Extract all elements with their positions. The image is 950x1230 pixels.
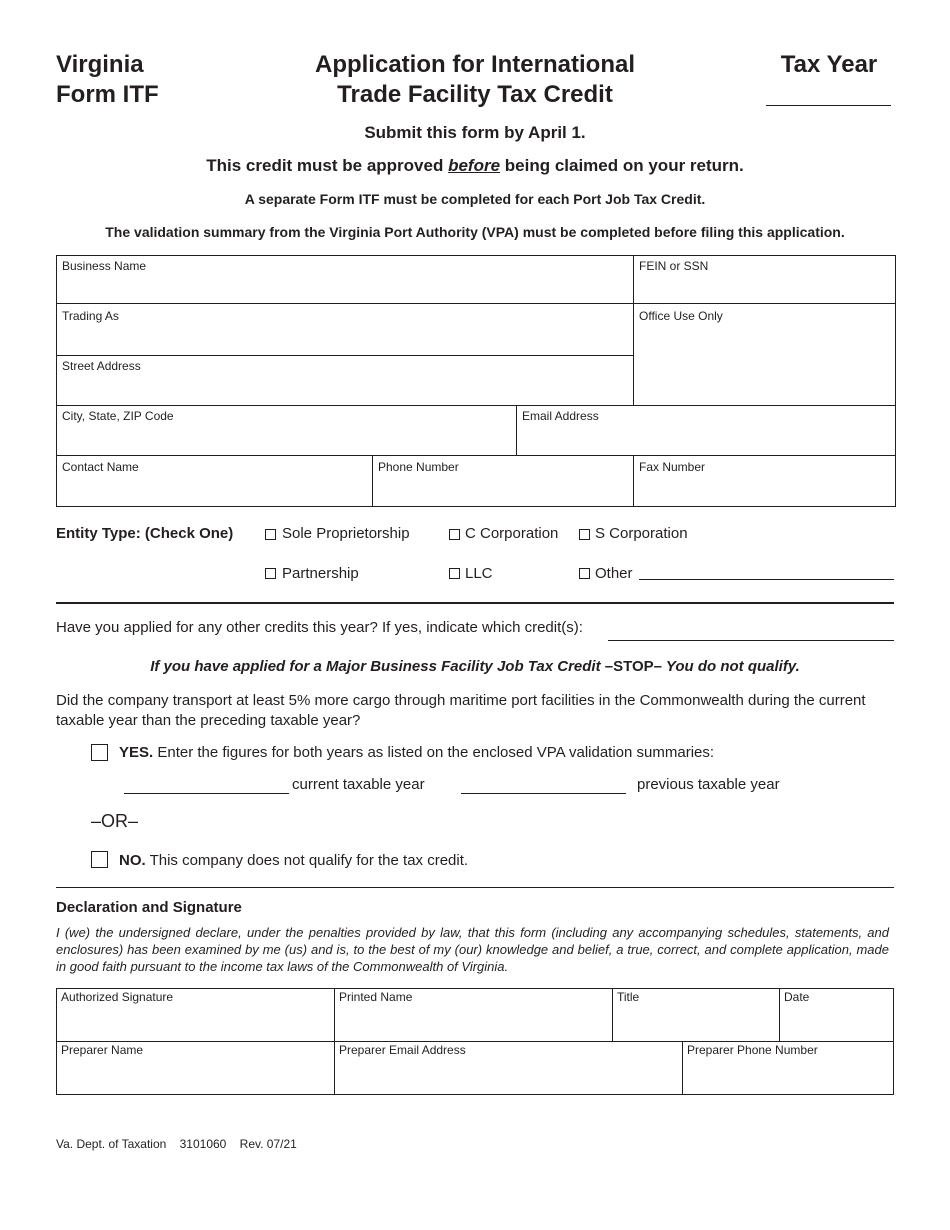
previous-year-label: previous taxable year [637,776,780,793]
contact-name-field[interactable] [56,456,372,506]
other-credits-input[interactable] [610,622,896,641]
c-corporation-label: C Corporation [465,525,559,542]
cargo-question: Did the company transport at least 5% more cargo through maritime port facilities in the Commonwealth during the current taxable year than the preceding taxable year? [56,692,866,729]
sole-proprietorship-checkbox[interactable] [265,529,276,540]
authorized-signature-label: Authorized Signature [61,990,174,1004]
other-checkbox[interactable] [579,568,590,579]
other-credits-question: Have you applied for any other credits this year? If yes, indicate which credit(s): [56,619,583,636]
yes-bold: YES. [119,744,154,761]
title-label: Title [617,990,640,1004]
approval-text-pre: This credit must be approved [206,156,449,175]
tax-year-input[interactable] [768,84,892,106]
yes-statement [119,744,714,761]
preparer-name-field[interactable] [56,1042,334,1095]
fein-label: FEIN or SSN [639,259,709,273]
approval-emphasis: before [448,156,501,175]
preparer-phone-label: Preparer Phone Number [687,1043,818,1057]
previous-year-input[interactable] [463,775,627,794]
fax-number-label: Fax Number [639,460,706,474]
declaration-divider [56,887,894,888]
phone-number-field[interactable] [372,456,633,506]
section-divider [56,602,894,604]
no-text: This company does not qualify for the tax credit. [145,852,469,869]
office-use-label: Office Use Only [639,309,723,323]
contact-name-label: Contact Name [62,460,139,474]
entity-type-label: Entity Type: (Check One) [56,525,234,542]
llc-label: LLC [465,565,493,582]
date-label: Date [784,990,810,1004]
yes-checkbox[interactable] [91,744,108,761]
office-use-field [633,305,896,405]
form-title-line2: Trade Facility Tax Credit [337,81,613,108]
date-field[interactable] [779,988,894,1041]
preparer-name-label: Preparer Name [61,1043,144,1057]
phone-number-label: Phone Number [378,460,459,474]
approval-text-post: being claimed on your return. [500,156,744,175]
stop-notice-stop: –STOP– [604,658,663,675]
other-label: Other [595,565,633,582]
stop-notice-part3: You do not qualify. [662,658,800,675]
preparer-email-label: Preparer Email Address [339,1043,466,1057]
sole-proprietorship-label: Sole Proprietorship [282,525,410,542]
authorized-signature-field[interactable] [56,988,334,1041]
printed-name-field[interactable] [334,988,612,1041]
form-state: Virginia [56,51,144,78]
or-separator: –OR– [91,811,139,831]
fein-field[interactable] [633,255,896,303]
street-address-field[interactable] [56,355,633,405]
yes-text: Enter the figures for both years as listed on the enclosed VPA validation summaries: [153,744,715,761]
declaration-text: I (we) the undersigned declare, under the penalties provided by law, that this form (including any accompanying schedules, statements, and enclosures) has been examined by me (us) and is, to the best of my (our) knowledge and belief, a true, correct, and complete application, made in good faith pursuant to the income tax laws of the Commonwealth of Virginia. [56,925,889,974]
stop-notice-part1: If you have applied for a Major Business Facility Job Tax Credit [150,658,605,675]
fax-number-field[interactable] [633,456,896,506]
no-bold: NO. [119,852,146,869]
declaration-heading: Declaration and Signature [56,899,242,916]
email-address-label: Email Address [522,409,599,423]
approval-notice [0,156,950,176]
street-address-label: Street Address [62,359,141,373]
partnership-checkbox[interactable] [265,568,276,579]
submit-deadline: Submit this form by April 1. [364,123,586,142]
current-year-label: current taxable year [292,776,425,793]
city-state-zip-label: City, State, ZIP Code [62,409,174,423]
separate-form-notice: A separate Form ITF must be completed for each Port Job Tax Credit. [244,191,706,207]
form-number: Form ITF [56,81,159,108]
email-address-field[interactable] [516,405,896,455]
no-checkbox[interactable] [91,851,108,868]
grid-line [56,303,896,304]
footer-text: Va. Dept. of Taxation 3101060 Rev. 07/21 [56,1137,297,1151]
preparer-email-field[interactable] [334,1042,682,1095]
tax-year-label: Tax Year [780,51,878,78]
business-name-field[interactable] [56,255,633,303]
s-corporation-checkbox[interactable] [579,529,590,540]
no-statement [119,852,468,869]
partnership-label: Partnership [282,565,359,582]
llc-checkbox[interactable] [449,568,460,579]
form-title-line1: Application for International [314,51,635,78]
trading-as-field[interactable] [56,305,633,355]
stop-notice [0,658,950,675]
c-corporation-checkbox[interactable] [449,529,460,540]
title-field[interactable] [612,988,779,1041]
current-year-input[interactable] [126,775,290,794]
trading-as-label: Trading As [62,309,119,323]
other-specify-input[interactable] [641,562,895,580]
preparer-phone-field[interactable] [682,1042,894,1095]
printed-name-label: Printed Name [339,990,413,1004]
validation-notice: The validation summary from the Virginia Port Authority (VPA) must be completed before filing this application. [105,224,845,240]
s-corporation-label: S Corporation [595,525,688,542]
business-name-label: Business Name [62,259,147,273]
city-state-zip-field[interactable] [56,405,516,455]
